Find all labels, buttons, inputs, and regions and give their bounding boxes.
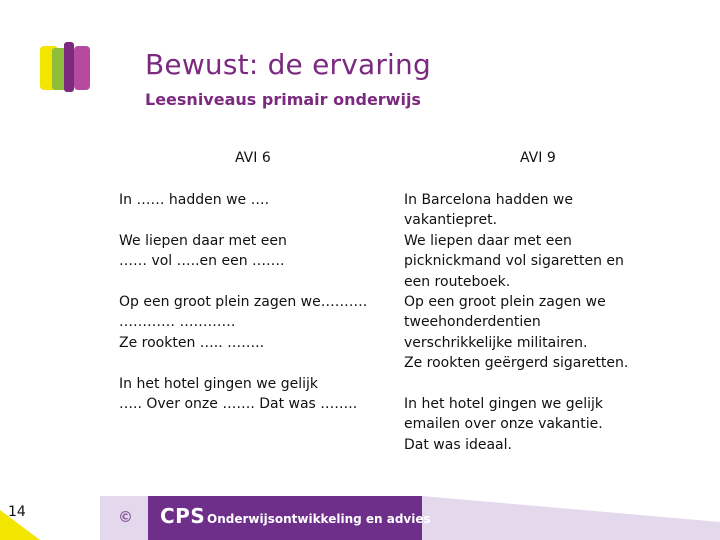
right-text-line: Dat was ideaal.: [404, 436, 512, 453]
brand-logo-text: CPS: [160, 504, 206, 528]
left-text-line: …… vol …..en een …….: [119, 253, 285, 270]
left-paragraph: [119, 292, 389, 353]
copyright-icon: ©: [118, 508, 133, 526]
left-paragraph: [119, 190, 389, 210]
right-text-line: In Barcelona hadden we: [404, 192, 573, 208]
right-text-line: Op een groot plein zagen we: [404, 294, 606, 311]
right-text-line: picknickmand vol sigaretten en: [404, 253, 624, 270]
right-paragraph: [404, 190, 704, 374]
left-text-line: Ze rookten ….. ……..: [119, 334, 265, 351]
page-subtitle: Leesniveaus primair onderwijs: [145, 90, 421, 109]
right-text-line: tweehonderdentien: [404, 314, 541, 331]
page-title: Bewust: de ervaring: [145, 48, 431, 81]
left-text-line: ………… …………: [119, 314, 236, 331]
page-number: 14: [8, 504, 26, 520]
right-text-line: emailen over onze vakantie.: [404, 416, 603, 433]
left-paragraph: [119, 231, 389, 272]
avi9-heading: AVI 9: [520, 150, 556, 166]
avi6-heading: AVI 6: [235, 150, 271, 166]
right-text-line: een routeboek.: [404, 273, 511, 290]
left-text-line: Op een groot plein zagen we……….: [119, 294, 368, 310]
right-text-line: vakantiepret.: [404, 212, 498, 229]
right-paragraph: [404, 394, 704, 455]
right-text-line: We liepen daar met een: [404, 232, 572, 249]
left-text-line: We liepen daar met een: [119, 232, 287, 249]
left-paragraph: [119, 374, 389, 415]
left-text-line: In het hotel gingen we gelijk: [119, 375, 319, 392]
left-text-line: In …… hadden we ….: [119, 192, 270, 208]
brand-tagline: Onderwijsontwikkeling en advies: [207, 512, 431, 526]
cps-logo-icon: [38, 42, 92, 92]
right-text-line: Ze rookten geërgerd sigaretten.: [404, 355, 629, 372]
right-text-line: verschrikkelijke militairen.: [404, 334, 588, 351]
left-text-line: ….. Over onze ……. Dat was ……..: [119, 396, 358, 413]
avi6-text-column: [119, 190, 389, 435]
avi9-text-column: [404, 190, 704, 476]
right-text-line: In het hotel gingen we gelijk: [404, 396, 604, 413]
